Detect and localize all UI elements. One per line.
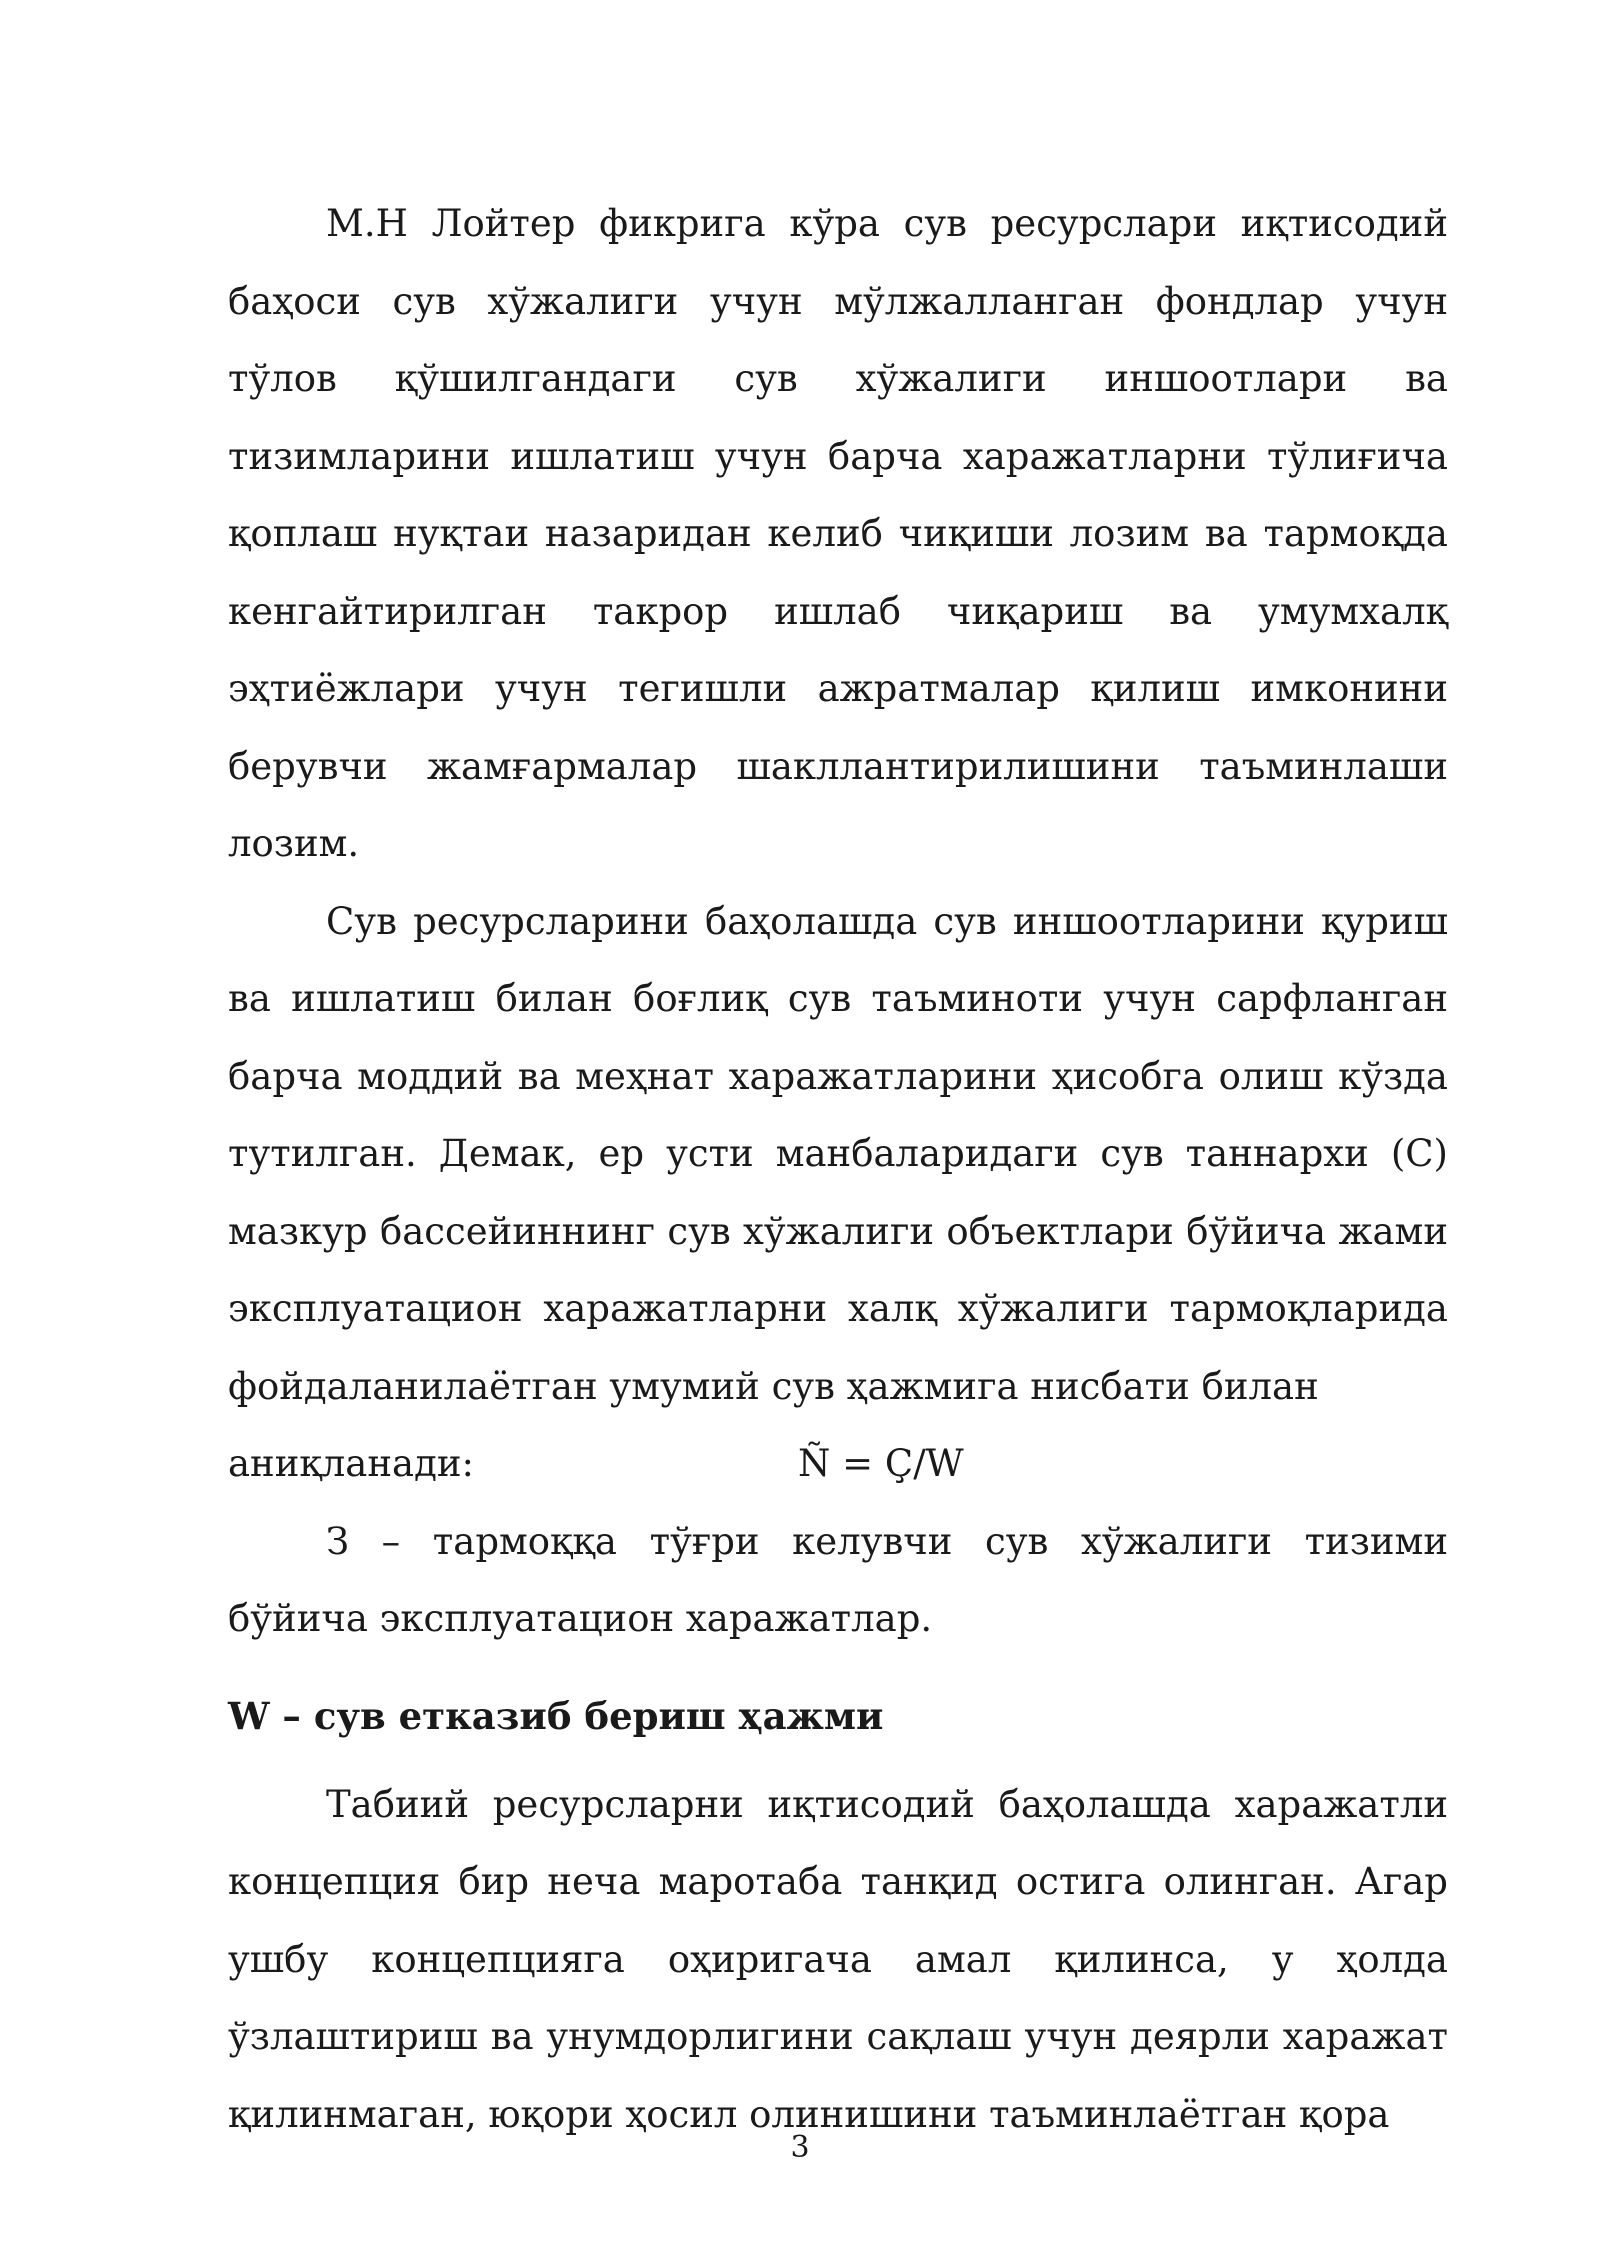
paragraph-water-resources: Сув ресурсларини баҳолашда сув иншоотларини қуриш ва ишлатиш билан боғлиқ сув таъминоти учун сарфланган барча моддий ва меҳнат харажатларини ҳисобга олиш кўзда тутилган. Демак, ер усти манбаларидаги сув таннархи (С) мазкур бассейиннинг сув хўжалиги объектлари бўйича жами эксплуатацион харажатларни халқ хўжалиги тармоқларида фойдаланилаётган умумий сув ҳажмига нисбати билан (228, 899, 1448, 1408)
paragraph-natural-resources: Табиий ресурсларни иқтисодий баҳолашда харажатли концепция бир неча маротаба танқид остига олинган. Агар ушбу концепцияга оҳиригача амал қилинса, у ҳолда ўзлаштириш ва унумдорлигини сақлаш учун деярли харажат қилинмаган, юқори ҳосил олинишини таъминлаётган қора (228, 1782, 1448, 2136)
page-content (228, 185, 1448, 2153)
heading-w: W – сув етказиб бериш ҳажми (228, 1693, 884, 1738)
formula-line (228, 1425, 1448, 1503)
formula: Ñ = Ç/W (798, 1442, 964, 1485)
formula-label: аниқланади: (228, 1442, 474, 1485)
definition-z: З – тармоққа тўғри келувчи сув хўжалиги тизими бўйича эксплуатацион харажатлар. (228, 1519, 1448, 1640)
paragraph-loiter: М.Н Лойтер фикрига кўра сув ресурслари иқтисодий баҳоси сув хўжалиги учун мўлжалланган фондлар учун тўлов қўшилгандаги сув хўжалиги иншоотлари ва тизимларини ишлатиш учун барча харажатларни тўлиғича қоплаш нуқтаи назаридан келиб чиқиши лозим ва тармоқда кенгайтирилган такрор ишлаб чиқариш ва умумхалқ эҳтиёжлари учун тегишли ажратмалар қилиш имконини берувчи жамғармалар шакллантирилишини таъминлаши лозим. (228, 202, 1448, 865)
page-number: 3 (790, 2130, 810, 2165)
